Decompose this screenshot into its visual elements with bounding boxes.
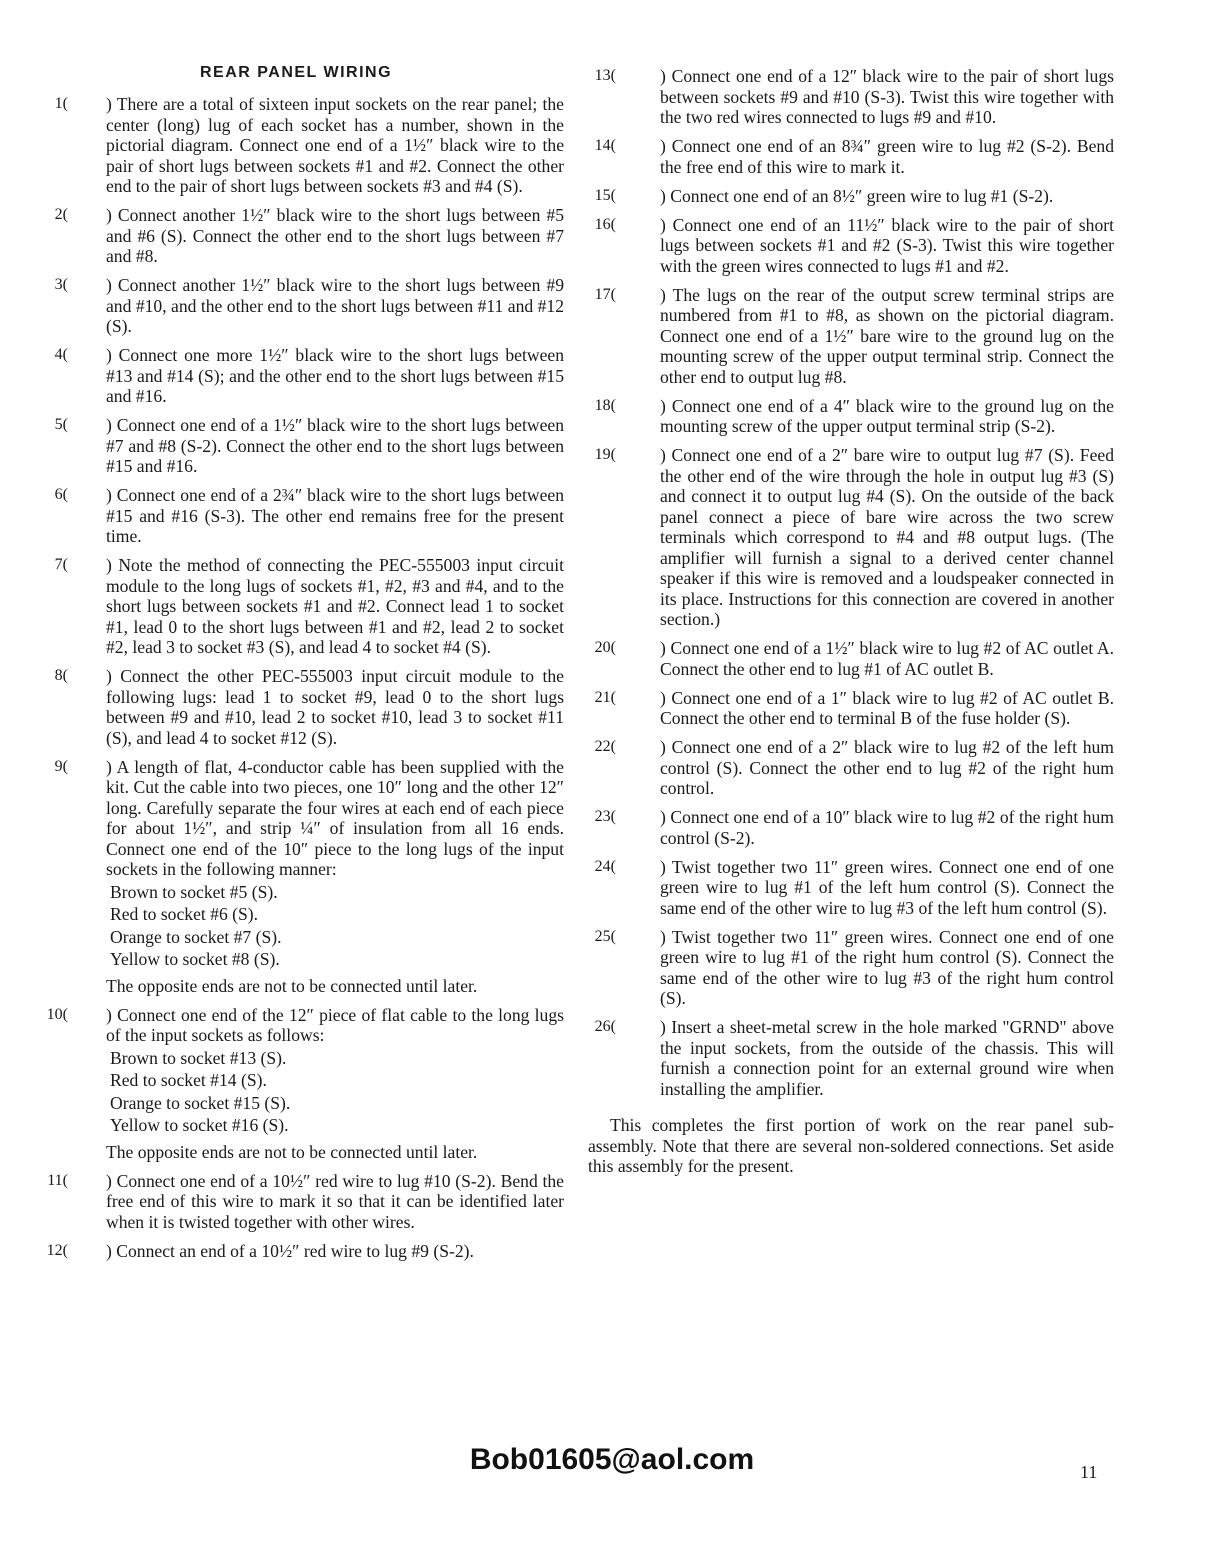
step-number xyxy=(588,638,652,659)
wiring-step xyxy=(588,1017,1114,1099)
step-text: ) The lugs on the rear of the output screw terminal strips are numbered from #1 to #8, as shown on the pictorial diagram. Connect one end of a 1½″ bare wire to the ground lug on the mounting screw of the upper output terminal strip. Connect the other end to output lug #8. xyxy=(660,284,1114,387)
wire-color-item: Brown to socket #5 (S). xyxy=(110,881,278,902)
step-number xyxy=(30,757,94,778)
step-number-text: 12( xyxy=(46,1241,68,1259)
step-number-text: 19( xyxy=(594,446,616,463)
wiring-step xyxy=(588,927,1114,1009)
step-text: ) Connect one end of a 1″ black wire to lug #2 of AC outlet B. Connect the other end to terminal B of the fuse holder (S). xyxy=(660,687,1114,728)
step-number-text: 7( xyxy=(54,556,68,573)
step-text: ) Connect an end of a 10½″ red wire to lug #9 (S-2). xyxy=(106,1240,474,1261)
step-text: ) Connect one end of an 11½″ black wire to the pair of short lugs between sockets #1 and #2 (S-3). Twist this wire together with the green wires connected to lugs #1 and #2. xyxy=(660,214,1114,276)
step-text: ) Connect one end of the 12″ piece of flat cable to the long lugs of the input sockets as follows: xyxy=(106,1004,564,1045)
step-number-text: 4( xyxy=(54,346,68,363)
step-number xyxy=(588,136,652,157)
step-number xyxy=(588,1017,652,1038)
step-number xyxy=(588,445,652,466)
right-column xyxy=(588,66,1114,1177)
step-note: The opposite ends are not to be connected until later. xyxy=(106,1141,478,1162)
step-number-text: 13( xyxy=(594,67,616,84)
wiring-step xyxy=(588,136,1114,177)
section-heading: REAR PANEL WIRING xyxy=(200,64,393,81)
step-text: ) Connect one end of a 1½″ black wire to lug #2 of AC outlet A. Connect the other end to lug #1 of AC outlet B. xyxy=(660,638,1114,679)
step-text: ) Connect one end of a 10″ black wire to lug #2 of the right hum control (S-2). xyxy=(660,807,1114,848)
step-text: ) Connect one end of a 12″ black wire to the pair of short lugs between sockets #9 and #10 (S-3). Twist this wire together with the two red wires connected to lugs #9 and #10. xyxy=(660,66,1114,127)
step-number xyxy=(30,205,94,226)
step-number-text: 20( xyxy=(594,639,616,656)
wiring-step xyxy=(588,215,1114,277)
wire-color-item: Red to socket #6 (S). xyxy=(110,904,259,924)
wiring-step xyxy=(30,275,564,337)
step-number xyxy=(588,215,652,236)
step-text: ) Connect one end of a 10½″ red wire to lug #10 (S-2). Bend the free end of this wire to mark it so that it can be identified later when it is twisted together with other wires. xyxy=(106,1170,564,1232)
step-number-text: 5( xyxy=(54,416,68,433)
step-number-text: 10( xyxy=(46,1005,68,1023)
step-note: The opposite ends are not to be connected until later. xyxy=(106,975,478,996)
wiring-step xyxy=(588,857,1114,919)
step-number xyxy=(30,555,94,576)
left-column xyxy=(30,60,564,1270)
step-text: ) Connect one end of a 2″ black wire to lug #2 of the left hum control (S). Connect the other end to lug #2 of the right hum control. xyxy=(660,737,1114,798)
step-text: ) Connect one more 1½″ black wire to the short lugs between #13 and #14 (S); and the other end to the short lugs between #15 and #16. xyxy=(106,345,564,406)
step-text: ) Connect one end of a 2¾″ black wire to the short lugs between #15 and #16 (S-3). The other end remains free for the present time. xyxy=(106,485,564,546)
step-text: ) Twist together two 11″ green wires. Connect one end of one green wire to lug #1 of the left hum control (S). Connect the same end of the other wire to lug #3 of the left hum control (S). xyxy=(660,856,1114,918)
wiring-step xyxy=(588,285,1114,388)
wire-color-item: Yellow to socket #8 (S). xyxy=(110,949,280,969)
wiring-step xyxy=(30,415,564,477)
step-text: ) Connect another 1½″ black wire to the short lugs between #5 and #6 (S). Connect the other end to the short lugs between #7 and #8. xyxy=(106,205,564,266)
step-text: ) Connect one end of an 8¾″ green wire to lug #2 (S-2). Bend the free end of this wire to mark it. xyxy=(660,136,1114,177)
step-number-text: 2( xyxy=(54,206,68,223)
wire-color-item: Orange to socket #7 (S). xyxy=(110,926,282,947)
step-number-text: 15( xyxy=(594,186,616,204)
step-number-text: 16( xyxy=(594,215,616,233)
step-number xyxy=(588,927,652,948)
step-text: ) Connect one end of a 1½″ black wire to the short lugs between #7 and #8 (S-2). Connect the other end to the short lugs between #15 and #16. xyxy=(106,415,564,476)
step-number-text: 11( xyxy=(47,1171,68,1189)
step-number-text: 8( xyxy=(54,667,68,684)
step-number xyxy=(588,688,652,709)
step-number xyxy=(588,396,652,417)
step-text: ) Connect the other PEC-555003 input circuit module to the following lugs: lead 1 to socket #9, lead 0 to the short lugs between #9 and #10, lead 2 to socket #10, lead 3 to socket #11 (S), and lead 4 to socket #12 (S). xyxy=(106,666,564,748)
step-number xyxy=(588,66,652,87)
wiring-step xyxy=(30,555,564,658)
wiring-step xyxy=(30,94,564,197)
step-number-text: 25( xyxy=(594,927,616,945)
wiring-step xyxy=(588,638,1114,679)
right-step-list xyxy=(588,66,1114,1099)
step-text: ) Connect another 1½″ black wire to the short lugs between #9 and #10, and the other end to the short lugs between #11 and #12 (S). xyxy=(106,275,564,336)
step-number-text: 9( xyxy=(54,757,68,775)
step-number-text: 1( xyxy=(54,95,68,112)
left-step-list xyxy=(30,94,564,1261)
wiring-step xyxy=(30,485,564,547)
wiring-step xyxy=(30,1241,564,1262)
step-text: ) There are a total of sixteen input sockets on the rear panel; the center (long) lug of each socket has a number, shown in the pictorial diagram. Connect one end of a 1½″ black wire to the pair of short lugs between sockets #1 and #2. Connect the other end to the pair of short lugs between sockets #3 and #4 (S). xyxy=(106,94,564,196)
closing-paragraph: This completes the first portion of work on the rear panel sub-assembly. Note that there are several non-soldered connections. Set aside this assembly for the present. xyxy=(588,1115,1114,1176)
step-text: ) Connect one end of an 8½″ green wire to lug #1 (S-2). xyxy=(660,185,1054,206)
wiring-step xyxy=(588,807,1114,848)
step-text: ) Twist together two 11″ green wires. Connect one end of one green wire to lug #1 of the right hum control (S). Connect the same end of the other wire to lug #3 of the right hum control (S). xyxy=(660,926,1114,1008)
step-text: ) Connect one end of a 2″ bare wire to output lug #7 (S). Feed the other end of the wire through the hole in output lug #3 (S) and connect it to output lug #4 (S). On the outside of the back panel connect a piece of bare wire across the two screw terminals which correspond to #4 and #8 output lugs. (The amplifier will furnish a signal to a derived center channel speaker if this wire is removed and a loudspeaker connected in its place. Instructions for this connection are covered in another section.) xyxy=(660,445,1114,629)
step-number xyxy=(588,737,652,758)
step-number-text: 24( xyxy=(594,857,616,875)
step-text: ) Connect one end of a 4″ black wire to the ground lug on the mounting screw of the upper output terminal strip (S-2). xyxy=(660,395,1114,436)
step-number xyxy=(30,415,94,436)
wire-color-item: Orange to socket #15 (S). xyxy=(110,1092,291,1113)
step-number xyxy=(30,94,94,115)
step-number-text: 26( xyxy=(594,1018,616,1035)
step-text: ) A length of flat, 4-conductor cable has been supplied with the kit. Cut the cable into two pieces, one 10″ long and the other 12″ long. Carefully separate the four wires at each end of each piece for about 1½″, and strip ¼″ of insulation from all 16 ends. Connect one end of the 10″ piece to the long lugs of the input sockets in the following manner: xyxy=(106,756,564,879)
step-number xyxy=(30,1171,94,1192)
step-number xyxy=(30,345,94,366)
step-text: ) Insert a sheet-metal screw in the hole marked "GRND" above the input sockets, from the outside of the chassis. This will furnish a connection point for an external ground wire when installing the amplifier. xyxy=(660,1017,1114,1099)
step-text: ) Note the method of connecting the PEC-555003 input circuit module to the long lugs of sockets #1, #2, #3 and #4, and to the short lugs between sockets #1 and #2. Connect lead 1 to socket #1, lead 0 to the short lugs between #1 and #2, lead 2 to socket #2, lead 3 to socket #3 (S), and lead 4 to socket #4 (S). xyxy=(106,555,564,657)
wiring-step xyxy=(30,205,564,267)
wiring-step xyxy=(30,1005,564,1163)
wiring-step xyxy=(588,396,1114,437)
step-number xyxy=(30,1241,94,1262)
step-number xyxy=(588,807,652,828)
step-number xyxy=(588,285,652,306)
email-watermark: Bob01605@aol.com xyxy=(469,1443,755,1476)
wiring-step xyxy=(588,66,1114,128)
step-number-text: 6( xyxy=(54,486,68,503)
step-number-text: 17( xyxy=(594,285,616,303)
step-number-text: 3( xyxy=(54,276,68,293)
step-number xyxy=(30,275,94,296)
wiring-step xyxy=(30,757,564,997)
step-number-text: 23( xyxy=(594,808,616,825)
wiring-step xyxy=(588,688,1114,729)
step-number xyxy=(30,1005,94,1026)
wiring-step xyxy=(30,1171,564,1233)
wire-color-item: Brown to socket #13 (S). xyxy=(110,1047,287,1068)
wiring-step xyxy=(588,737,1114,799)
step-number-text: 22( xyxy=(594,738,616,755)
wiring-step xyxy=(30,345,564,407)
step-number xyxy=(30,485,94,506)
wiring-step xyxy=(30,666,564,748)
page-number: 11 xyxy=(1080,1462,1098,1482)
step-number xyxy=(588,857,652,878)
step-number xyxy=(30,666,94,687)
wire-color-item: Yellow to socket #16 (S). xyxy=(110,1115,289,1135)
step-number-text: 14( xyxy=(594,137,616,154)
step-number-text: 18( xyxy=(594,396,616,414)
step-number xyxy=(588,186,652,207)
wire-color-item: Red to socket #14 (S). xyxy=(110,1070,267,1090)
step-number-text: 21( xyxy=(594,688,616,706)
wiring-step xyxy=(588,445,1114,630)
wiring-step xyxy=(588,186,1114,207)
